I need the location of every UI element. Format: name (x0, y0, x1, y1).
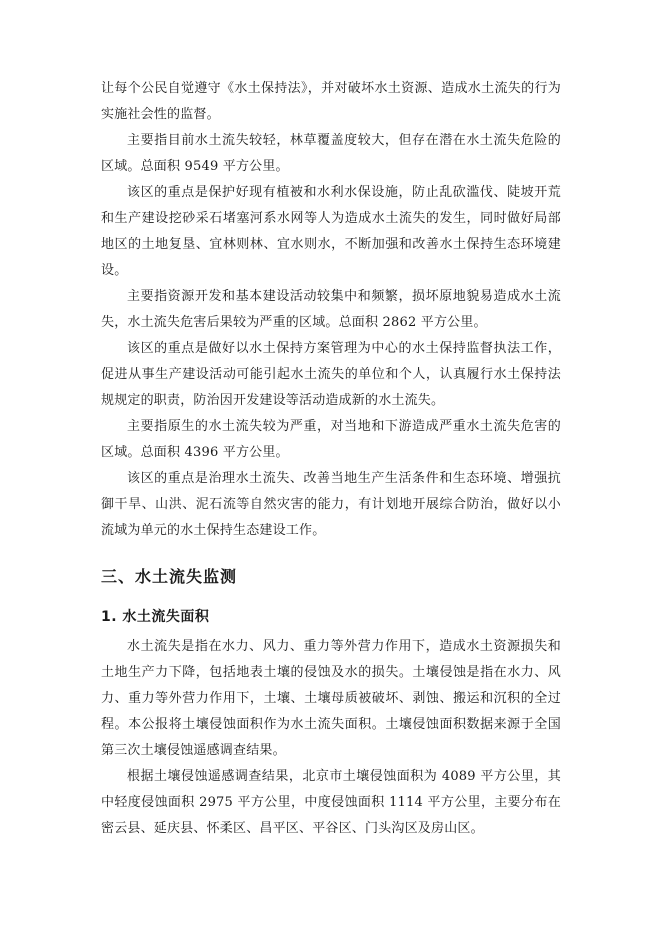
paragraph: 该区的重点是保护好现有植被和水利水保设施，防止乱砍滥伐、陡坡开荒和生产建设挖砂采石堵塞河系水网等人为造成水土流失的发生，同时做好局部地区的土地复垦、宜林则林、宜水则水，不断加强和改善水土保持生态环境建设。 (101, 185, 561, 278)
paragraph: 该区的重点是治理水土流失、改善当地生产生活条件和生态环境、增强抗御干旱、山洪、泥石流等自然灾害的能力，有计划地开展综合防治，做好以小流域为单元的水土保持生态建设工作。 (101, 471, 561, 538)
paragraph: 水土流失是指在水力、风力、重力等外营力作用下，造成水土资源损失和土地生产力下降，包括地表土壤的侵蚀及水的损失。土壤侵蚀是指在水力、风力、重力等外营力作用下，土壤、土壤母质被破坏、剥蚀、搬运和沉积的全过程。本公报将土壤侵蚀面积作为水土流失面积。土壤侵蚀面积数据来源于全国第三次土壤侵蚀遥感调查结果。 (101, 639, 561, 758)
paragraph: 让每个公民自觉遵守《水土保持法》，并对破坏水土资源、造成水土流失的行为实施社会性的监督。 (101, 81, 561, 122)
subsection-heading: 1. 水土流失面积 (101, 609, 210, 625)
section-heading: 三、水土流失监测 (101, 567, 238, 586)
paragraph: 主要指原生的水土流失较为严重，对当地和下游造成严重水土流失危害的区域。总面积 4396 平方公里。 (101, 419, 561, 460)
paragraph: 该区的重点是做好以水土保持方案管理为中心的水土保持监督执法工作，促进从事生产建设活动可能引起水土流失的单位和个人，认真履行水土保持法规规定的职责，防治因开发建设等活动造成新的水土流失。 (101, 341, 561, 408)
paragraph: 主要指资源开发和基本建设活动较集中和频繁，损坏原地貌易造成水土流失，水土流失危害后果较为严重的区域。总面积 2862 平方公里。 (101, 289, 561, 330)
paragraph: 主要指目前水土流失较轻，林草覆盖度较大，但存在潜在水土流失危险的区域。总面积 9549 平方公里。 (101, 133, 561, 174)
document-page (101, 76, 561, 842)
paragraph: 根据土壤侵蚀遥感调查结果，北京市土壤侵蚀面积为 4089 平方公里，其中轻度侵蚀面积 2975 平方公里，中度侵蚀面积 1114 平方公里，主要分布在密云县、延庆县、怀柔区、昌平区、平谷区、门头沟区及房山区。 (101, 769, 561, 836)
